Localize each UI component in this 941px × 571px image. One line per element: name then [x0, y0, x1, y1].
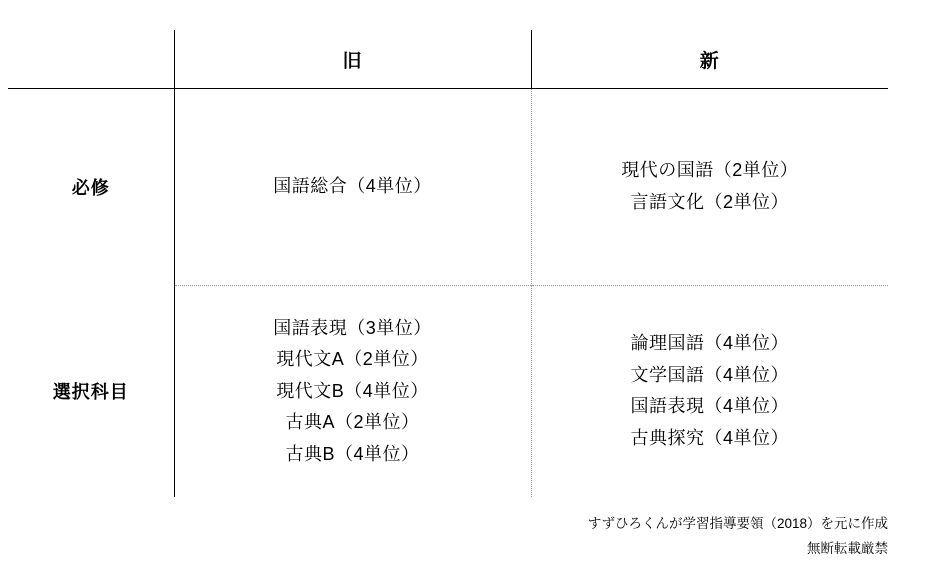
row-label-required: 必修: [8, 89, 174, 286]
subject-item: 論理国語（4単位）: [630, 333, 789, 354]
cell-required-new-lines: [532, 155, 889, 218]
header-bottom-rule: [8, 88, 888, 89]
subject-item: 古典A（2単位）: [285, 412, 420, 432]
curriculum-comparison-table: [8, 30, 888, 497]
subject-item: 言語文化（2単位）: [630, 191, 789, 212]
subject-item: 古典探究（4単位）: [630, 427, 789, 448]
table-corner-cell: [8, 30, 174, 89]
table-header-row: [8, 30, 888, 89]
cell-required-new: [531, 89, 888, 286]
column-header-new: 新: [531, 30, 888, 89]
row-label-elective: 選択科目: [8, 285, 174, 497]
cell-elective-old-lines: [175, 313, 531, 471]
credit-line-2: 無断転載厳禁: [807, 540, 888, 556]
table-row: [8, 89, 888, 286]
subject-item: 国語表現（3単位）: [273, 317, 432, 338]
subject-item: 現代の国語（2単位）: [621, 160, 799, 181]
table-header: [8, 30, 888, 89]
credit-line-1: すずひろくんが学習指導要領（2018）を元に作成: [587, 516, 888, 531]
subject-item: 文学国語（4単位）: [630, 364, 789, 385]
column-header-old: 旧: [174, 30, 531, 89]
subject-item: 国語表現（4単位）: [630, 396, 789, 417]
subject-item: 現代文B（4単位）: [276, 380, 429, 401]
cell-required-old-lines: [175, 171, 531, 203]
subject-item: 国語総合（4単位）: [273, 176, 432, 196]
subject-item: 古典B（4単位）: [285, 443, 420, 464]
cell-required-old: [174, 89, 531, 286]
cell-elective-old: [174, 285, 531, 497]
cell-elective-new-lines: [532, 328, 889, 454]
table-body: [8, 89, 888, 498]
credit-note: [328, 512, 888, 562]
table-row: [8, 285, 888, 497]
cell-elective-new: [531, 285, 888, 497]
subject-item: 現代文A（2単位）: [276, 349, 429, 369]
